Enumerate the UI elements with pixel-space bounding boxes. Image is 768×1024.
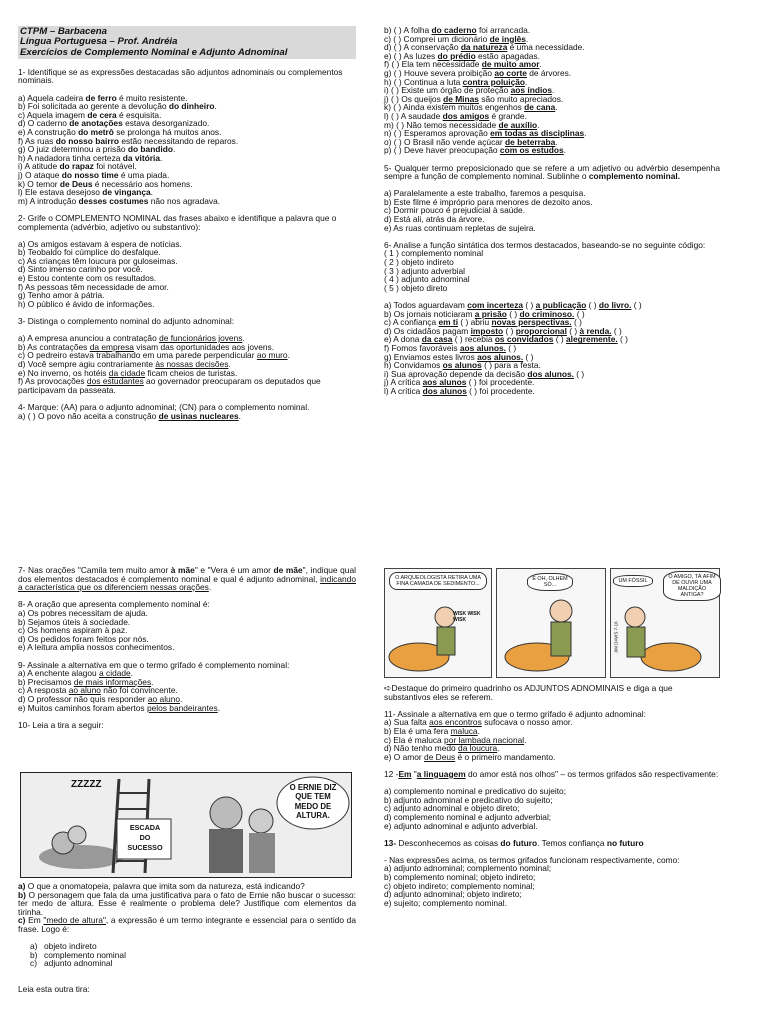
q12-item: c) adjunto adnominal e objeto direto; — [384, 803, 520, 814]
q13-prompt: - Nas expressões acima, os termos grifados funcionam respectivamente, como: — [384, 854, 680, 865]
q10-option: c) adjunto adnominal — [30, 958, 113, 969]
q12-prompt: 12 -Em "a linguagem do amor está nos olhos" – os termos grifados são respectivamente: — [384, 768, 719, 779]
read-another-strip: Leia esta outra tira: — [18, 984, 90, 995]
panel-1-caption: O ARQUEOLOGISTA RETIRA UMA FINA CAMADA DE SEDIMENTO... — [389, 572, 487, 590]
worksheet-title: Exercícios de Complemento Nominal e Adjunto Adnominal — [20, 46, 288, 58]
q6-code-item: ( 4 ) adjunto adnominal — [384, 274, 470, 285]
q2-item: b) Teobaldo foi cúmplice do desfalque. — [18, 247, 161, 258]
q9-item: c) A resposta ao aluno não foi convincente. — [18, 685, 178, 696]
q2-item: c) As crianças têm loucura por guloseimas. — [18, 255, 178, 266]
q3-item: f) As provocações dos estudantes ao governador preocuparam os deputados que participavam da passeata. — [18, 376, 321, 395]
garfield-panel-3 — [610, 568, 720, 678]
speech-bubble: O ERNIE DIZ QUE TEM MEDO DE ALTURA. — [289, 783, 337, 821]
q1-item: j) O ataque do nosso time é uma piada. — [18, 169, 170, 180]
q13-item: d) adjunto adnominal; objeto indireto; — [384, 889, 522, 900]
q11-item: a) Sua falta aos encontros sufocava o nosso amor. — [384, 717, 573, 728]
q4-item: k) ( ) Ainda existem muitos engenhos de cana. — [384, 102, 558, 113]
worksheet-header — [18, 26, 356, 59]
q6-list — [384, 301, 720, 396]
q10-options — [18, 942, 356, 968]
q5-item: c) Dormir pouco é prejudicial à saúde. — [384, 205, 526, 216]
q8-item: e) A leitura amplia nossos conhecimentos. — [18, 642, 175, 653]
q8-item: c) Os homens aspiram à paz. — [18, 625, 128, 636]
q6-item: l) A crítica dos alunos ( ) foi procedente. — [384, 385, 535, 396]
q6-item: c) A confiança em ti ( ) abriu novas perspectivas. ( ) — [384, 317, 582, 328]
q6-item: f) Fomos favoráveis aos alunos. ( ) — [384, 342, 517, 353]
q13-item: b) complemento nominal; objeto indireto; — [384, 872, 536, 883]
garfield-question: ➪Destaque do primeiro quadrinho os ADJUNTOS ADNOMINAIS e diga a que substantivos eles se referem. — [384, 683, 673, 702]
q13-item: a) adjunto adnominal; complemento nominal; — [384, 863, 552, 874]
snore-onomatopoeia: ZZZZZ — [71, 779, 102, 790]
q4-item: c) ( ) Comprei um dicionário de inglês. — [384, 33, 529, 44]
q1-item: e) A construção do metrô se prolonga há muitos anos. — [18, 126, 222, 137]
q12-list — [384, 787, 720, 830]
q1-prompt: 1- Identifique se as expressões destacadas são adjuntos adnominais ou complementos nominais. — [18, 66, 343, 86]
q4-item: n) ( ) Esperamos aprovação em todas as disciplinas. — [384, 128, 587, 139]
q8-item: a) Os pobres necessitam de ajuda. — [18, 607, 148, 618]
q10-option: a) objeto indireto — [30, 941, 97, 952]
panel-3-bubble-archaeologist: UM FÓSSIL — [613, 575, 653, 587]
q6-item: b) Os jornais noticiaram a prisão ( ) do criminoso. ( ) — [384, 308, 585, 319]
q3-item: e) No inverno, os hotéis da cidade ficam cheios de turistas. — [18, 367, 238, 378]
q1-item: m) A introdução desses costumes não nos agradava. — [18, 195, 221, 206]
q8-item: b) Sejamos úteis à sociedade. — [18, 616, 131, 627]
q9-item: e) Muitos caminhos foram abertos pelos bandeirantes. — [18, 702, 221, 713]
left-column — [18, 26, 356, 420]
panel-1-drawing — [385, 569, 491, 677]
q6-prompt: 6- Analise a função sintática dos termos destacados, baseando-se no seguinte código: — [384, 239, 706, 250]
q9-prompt: 9- Assinale a alternativa em que o termo grifado é complemento nominal: — [18, 659, 290, 670]
q9-list — [18, 669, 356, 712]
q1-item: f) As ruas do nosso bairro estão necessitando de reparos. — [18, 135, 239, 146]
panel-3-bubble-garfield: Ó AMIGO, TÁ AFIM DE OUVIR UMA MALDIÇÃO ANTIGA? — [663, 571, 721, 601]
q4-item: o) ( ) O Brasil não vende açúcar de beterraba. — [384, 136, 558, 147]
q12-item: d) complemento nominal e adjunto adverbial; — [384, 811, 552, 822]
q5-item: e) As ruas continuam repletas de sujeira. — [384, 222, 536, 233]
left-column-bottom — [18, 566, 356, 729]
q10-prompt: 10- Leia a tira a seguir: — [18, 719, 104, 730]
q4-prompt: 4- Marque: (AA) para o adjunto adnominal; (CN) para o complemento nominal. — [18, 401, 310, 412]
q2-list — [18, 240, 356, 309]
q11-item: b) Ela é uma fera maluca. — [384, 725, 480, 736]
q6-item: d) Os cidadãos pagam imposto ( ) proporcional ( ) à renda. ( ) — [384, 325, 622, 336]
q10-option: b) complemento nominal — [30, 949, 126, 960]
q4-item: d) ( ) A conservação da natureza é uma necessidade. — [384, 42, 585, 53]
garfield-panel-2 — [496, 568, 606, 678]
q13-item: e) sujeito; complemento nominal. — [384, 897, 507, 908]
q1-item: d) O caderno de anotações estava desorganizado. — [18, 118, 210, 129]
q13-list — [384, 864, 720, 907]
panel-1-sfx: WISK WISK WISK — [453, 611, 481, 623]
q6-item: h) Convidamos os alunos ( ) para a festa. — [384, 360, 541, 371]
q3-list — [18, 334, 356, 394]
q2-item: f) As pessoas têm necessidade de amor. — [18, 281, 169, 292]
q4-item: e) ( ) As luzes do prédio estão apagadas. — [384, 50, 540, 61]
q9-item: a) A enchente alagou a cidade. — [18, 668, 134, 679]
strip-signature: JIM DAVIS 7-16 — [613, 621, 619, 654]
q4-item: i) ( ) Existe um órgão de proteção aos índios. — [384, 85, 555, 96]
q10-b: b) O personagem que fala da uma justificativa para o fato de Ernie não buscar o sucesso: ter medo de altura. Esse é realmente o problema dele? Justifique com elementos da tirinha. — [18, 889, 356, 917]
q6-code-item: ( 1 ) complemento nominal — [384, 248, 484, 259]
q8-list — [18, 609, 356, 652]
q10-c: c) Em "medo de altura", a expressão é um termo integrante e essencial para o sentido da frase. Logo é: — [18, 915, 356, 934]
q12-item: a) complemento nominal e predicativo do sujeito; — [384, 786, 567, 797]
q10-questions — [18, 882, 356, 994]
q8-prompt: 8- A oração que apresenta complemento nominal é: — [18, 599, 210, 610]
q6-item: a) Todos aguardavam com incerteza ( ) a publicação ( ) do livro. ( ) — [384, 300, 642, 310]
q11-prompt: 11- Assinale a alternativa em que o termo grifado é adjunto adnominal: — [384, 708, 646, 719]
garfield-comic-strip — [384, 568, 720, 678]
q3-item: d) Você sempre agiu contrariamente às nossas decisões. — [18, 359, 231, 369]
q4-item: m) ( ) Não temos necessidade de auxílio. — [384, 119, 540, 130]
q1-item: i) A atitude do rapaz foi notável. — [18, 161, 137, 172]
q13-statement: 13- Desconhecemos as coisas do futuro. Temos confiança no futuro — [384, 837, 644, 848]
q6-code-item: ( 3 ) adjunto adverbial — [384, 265, 466, 276]
garfield-panel-1 — [384, 568, 492, 678]
q6-item: g) Enviamos estes livros aos alunos. ( ) — [384, 351, 534, 362]
q1-item: g) O juiz determinou a prisão do bandido. — [18, 144, 176, 155]
q1-list — [18, 94, 356, 206]
q3-item: a) A empresa anunciou a contratação de funcionários jovens. — [18, 333, 245, 344]
panel-2-drawing — [497, 569, 605, 677]
q9-item: b) Precisamos de mais informações. — [18, 676, 154, 687]
q6-code-item: ( 5 ) objeto direto — [384, 282, 448, 293]
q5-item: d) Está ali, atrás da árvore. — [384, 214, 485, 225]
q2-item: d) Sinto imenso carinho por você. — [18, 264, 143, 275]
q4-item: g) ( ) Houve severa proibição ao corte de árvores. — [384, 67, 572, 78]
q10-a: a) O que a onomatopeia, palavra que imita som da natureza, está indicando? — [18, 881, 305, 891]
q8-item: d) Os pedidos foram feitos por nós. — [18, 633, 149, 644]
q6-code-item: ( 2 ) objeto indireto — [384, 257, 454, 268]
q9-item: d) O professor não quis responder ao aluno. — [18, 693, 183, 704]
q4-item: a) ( ) O povo não aceita a construção de usinas nucleares. — [18, 410, 241, 421]
q4-item: h) ( ) Continua a luta contra poluição. — [384, 76, 528, 87]
q5-prompt: 5- Qualquer termo preposicionado que se refere a um adjetivo ou advérbio desempenha sempre a função de complemento nominal. Sublinhe o complemento nominal. — [384, 162, 720, 182]
arrow-right-icon: ➪ — [384, 683, 392, 693]
q4-list-first — [18, 412, 356, 421]
q2-item: a) Os amigos estavam à espera de notícias. — [18, 238, 182, 249]
q2-item: h) O público é ávido de informações. — [18, 298, 155, 309]
q3-prompt: 3- Distinga o complemento nominal do adjunto adnominal: — [18, 316, 235, 327]
q2-item: g) Tenho amor à pátria. — [18, 290, 105, 301]
q13-item: c) objeto indireto; complemento nominal; — [384, 880, 535, 891]
panel-2-bubble: E OH, OLHEM SÓ... — [527, 573, 573, 591]
q4-item: p) ( ) Deve haver preocupação com os estudos. — [384, 145, 567, 156]
q5-item: a) Paralelamente a este trabalho, faremos a pesquisa. — [384, 188, 586, 199]
q1-item: l) Ele estava desejoso de vingança. — [18, 187, 153, 198]
q6-item: i) Sua aprovação depende da decisão dos alunos. ( ) — [384, 368, 585, 379]
ernie-comic-strip — [20, 772, 352, 878]
q3-item: b) As contratações da empresa visam das oportunidades aos jovens. — [18, 341, 275, 352]
q4-item: b) ( ) A folha do caderno foi arrancada. — [384, 25, 531, 35]
q7-text: 7- Nas orações "Camila tem muito amor à mãe" e "Vera é um amor de mãe", indique qual dos elementos destacados é complemento nominal e qual é adjunto adnominal, indicando a característica que os diferenciem nessas orações. — [18, 565, 356, 593]
q4-list-rest — [384, 26, 720, 155]
q5-list — [384, 189, 720, 232]
ladder-sign: ESCADA DO SUCESSO — [127, 823, 163, 852]
q4-item: l) ( ) A saudade dos amigos é grande. — [384, 110, 527, 121]
q5-item: b) Este filme é impróprio para menores de dezoito anos. — [384, 196, 593, 207]
q2-prompt: 2- Grife o COMPLEMENTO NOMINAL das frases abaixo e identifique a palavra que o complementa (advérbio, adjetivo ou substantivo): — [18, 212, 337, 232]
q6-codes — [384, 249, 720, 292]
q1-item: h) A nadadora tinha certeza da vitória. — [18, 152, 163, 163]
q1-item: k) O temor de Deus é necessário aos homens. — [18, 178, 193, 189]
q11-item: c) Ela é maluca por lambada nacional. — [384, 734, 527, 745]
panel-3-drawing — [611, 569, 719, 677]
school-name: CTPM – Barbacena — [20, 26, 107, 37]
q1-item: c) Aquela imagem de cera é esquisita. — [18, 109, 162, 120]
q12-item: e) adjunto adnominal e adjunto adverbial. — [384, 820, 538, 831]
course-teacher: Língua Portuguesa – Prof. Andréia — [20, 36, 178, 48]
q11-list — [384, 718, 720, 761]
q6-item: j) A crítica aos alunos ( ) foi procedente. — [384, 377, 535, 388]
right-column — [384, 26, 720, 396]
q1-item: b) Foi solicitada ao gerente a devolução do dinheiro. — [18, 101, 217, 112]
q1-item: a) Aquela cadeira de ferro é muito resistente. — [18, 92, 188, 103]
q4-item: j) ( ) Os queijos de Minas são muito apreciados. — [384, 93, 564, 104]
right-column-bottom — [384, 684, 720, 907]
q3-item: c) O pedreiro estava trabalhando em uma parede perpendicular ao muro. — [18, 350, 290, 361]
q4-item: f) ( ) Ela tem necessidade de muito amor. — [384, 59, 542, 70]
q12-item: b) adjunto adnominal e predicativo do sujeito; — [384, 794, 553, 805]
q11-item: e) O amor de Deus é o primeiro mandamento. — [384, 751, 556, 762]
q2-item: e) Estou contente com os resultados. — [18, 273, 157, 284]
q6-item: e) A dona da casa ( ) recebia os convidados ( ) alegremente. ( ) — [384, 334, 628, 345]
q11-item: d) Não tenho medo da loucura. — [384, 743, 500, 754]
